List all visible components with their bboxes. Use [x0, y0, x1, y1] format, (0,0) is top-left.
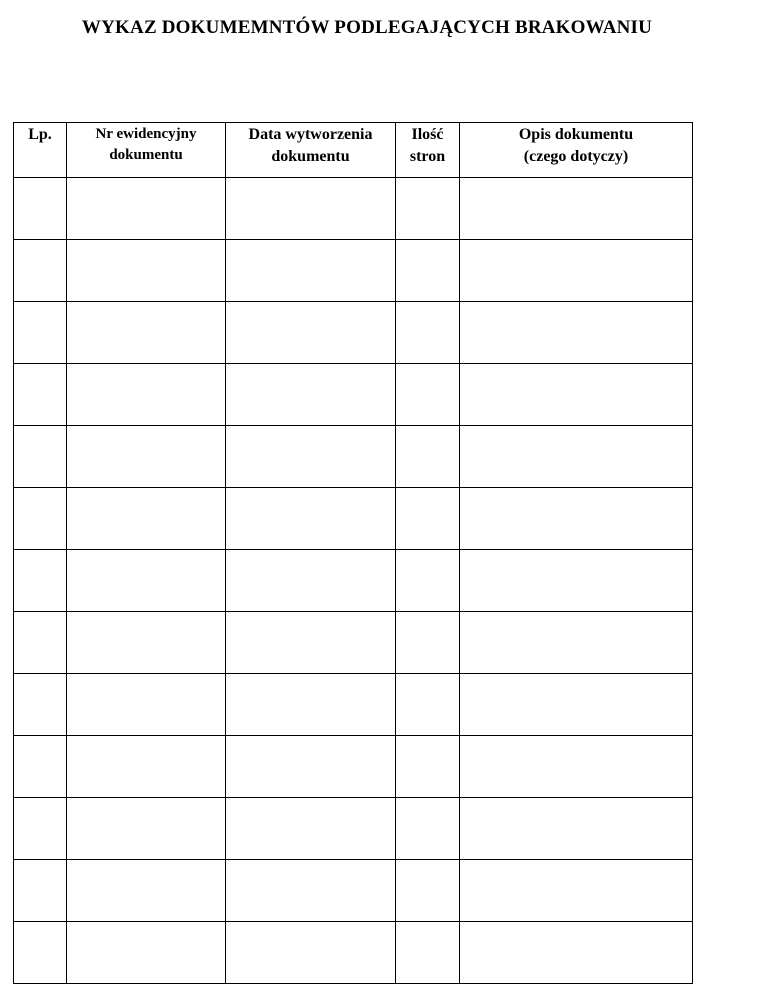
table-cell[interactable] [67, 178, 226, 240]
table-cell[interactable] [14, 488, 67, 550]
table-cell[interactable] [226, 798, 396, 860]
table-cell[interactable] [67, 922, 226, 984]
table-cell[interactable] [460, 364, 693, 426]
table-cell[interactable] [396, 550, 460, 612]
header-opis-dokumentu [460, 123, 693, 178]
table-cell[interactable] [460, 922, 693, 984]
table-row [14, 798, 693, 860]
header-ilosc-stron-line1: Ilość [411, 126, 444, 143]
table-row [14, 674, 693, 736]
table-cell[interactable] [226, 612, 396, 674]
table-cell[interactable] [460, 736, 693, 798]
table-row [14, 240, 693, 302]
table-cell[interactable] [14, 922, 67, 984]
table-cell[interactable] [14, 860, 67, 922]
table-cell[interactable] [460, 178, 693, 240]
table-row [14, 426, 693, 488]
header-nr-ewidencyjny [67, 123, 226, 178]
table-cell[interactable] [226, 488, 396, 550]
documents-register-table [13, 122, 693, 984]
table-cell[interactable] [14, 302, 67, 364]
table-cell[interactable] [226, 736, 396, 798]
table-cell[interactable] [226, 302, 396, 364]
table-row [14, 550, 693, 612]
table-cell[interactable] [14, 798, 67, 860]
table-cell[interactable] [226, 240, 396, 302]
table-cell[interactable] [396, 178, 460, 240]
header-data-wytworzenia-line1: Data wytworzenia [248, 126, 373, 143]
table-cell[interactable] [14, 364, 67, 426]
table-cell[interactable] [460, 798, 693, 860]
table-cell[interactable] [396, 922, 460, 984]
header-ilosc-stron [396, 123, 460, 178]
table-cell[interactable] [14, 240, 67, 302]
table-row [14, 922, 693, 984]
table-cell[interactable] [226, 922, 396, 984]
table-cell[interactable] [226, 674, 396, 736]
table-cell[interactable] [460, 612, 693, 674]
table-cell[interactable] [226, 178, 396, 240]
table-cell[interactable] [67, 364, 226, 426]
table-cell[interactable] [14, 178, 67, 240]
table-row [14, 364, 693, 426]
table-cell[interactable] [67, 736, 226, 798]
table-cell[interactable] [226, 426, 396, 488]
table-row [14, 178, 693, 240]
table-cell[interactable] [226, 364, 396, 426]
table-row [14, 488, 693, 550]
table-cell[interactable] [396, 364, 460, 426]
table-cell[interactable] [460, 488, 693, 550]
table-row [14, 302, 693, 364]
table-cell[interactable] [67, 674, 226, 736]
table-cell[interactable] [396, 240, 460, 302]
header-data-wytworzenia-line2: dokumentu [271, 148, 350, 165]
table-cell[interactable] [14, 736, 67, 798]
table-cell[interactable] [396, 736, 460, 798]
table-header-row [14, 123, 693, 178]
table-cell[interactable] [226, 860, 396, 922]
table-cell[interactable] [226, 550, 396, 612]
table-cell[interactable] [396, 426, 460, 488]
table-cell[interactable] [460, 674, 693, 736]
table-cell[interactable] [396, 488, 460, 550]
table-cell[interactable] [67, 488, 226, 550]
table-row [14, 736, 693, 798]
table-cell[interactable] [14, 674, 67, 736]
document-title: WYKAZ DOKUMEMNTÓW PODLEGAJĄCYCH BRAKOWANIU [81, 17, 653, 38]
table-cell[interactable] [14, 612, 67, 674]
table-cell[interactable] [67, 240, 226, 302]
table-cell[interactable] [460, 550, 693, 612]
table-row [14, 612, 693, 674]
table-cell[interactable] [67, 302, 226, 364]
table-cell[interactable] [67, 550, 226, 612]
table-cell[interactable] [396, 798, 460, 860]
header-opis-dokumentu-line2: (czego dotyczy) [523, 148, 629, 165]
table-body [14, 178, 693, 984]
table-row [14, 860, 693, 922]
header-data-wytworzenia [226, 123, 396, 178]
header-opis-dokumentu-line1: Opis dokumentu [518, 126, 634, 143]
table-cell[interactable] [396, 674, 460, 736]
table-cell[interactable] [67, 798, 226, 860]
header-lp [14, 123, 67, 178]
table-cell[interactable] [396, 860, 460, 922]
table-cell[interactable] [460, 240, 693, 302]
table-cell[interactable] [460, 426, 693, 488]
table-cell[interactable] [67, 612, 226, 674]
header-ilosc-stron-line2: stron [409, 148, 446, 165]
header-lp-label: Lp. [28, 126, 52, 143]
header-nr-ewidencyjny-line1: Nr ewidencyjny [95, 126, 197, 142]
table-cell[interactable] [396, 302, 460, 364]
table-cell[interactable] [14, 426, 67, 488]
table-cell[interactable] [14, 550, 67, 612]
header-nr-ewidencyjny-line2: dokumentu [109, 147, 183, 163]
table-cell[interactable] [67, 426, 226, 488]
table-cell[interactable] [67, 860, 226, 922]
table-cell[interactable] [396, 612, 460, 674]
table-cell[interactable] [460, 860, 693, 922]
table-cell[interactable] [460, 302, 693, 364]
